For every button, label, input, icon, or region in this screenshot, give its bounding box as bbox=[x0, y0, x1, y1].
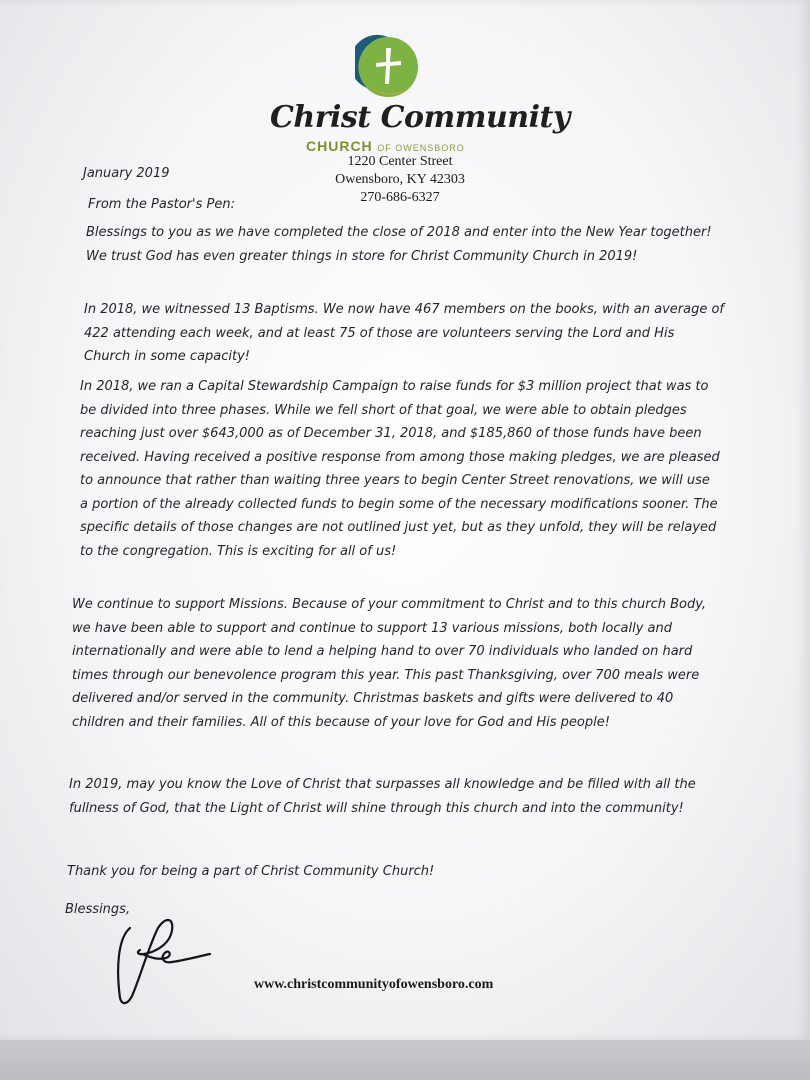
church-name: Christ Community bbox=[270, 100, 570, 135]
church-subtitle bbox=[306, 138, 506, 154]
table-surface bbox=[0, 1040, 810, 1080]
paragraph-new-year: Blessings to you as we have completed the close of 2018 and enter into the New Year together! We trust God has even greater things in store for Christ Community Church in 2019! bbox=[86, 225, 712, 264]
paragraph-missions: We continue to support Missions. Because of your commitment to Christ and to this church Body, we have been able to support and continue to support 13 various missions, both locally and internationally and were able to lend a helping hand to over 70 individuals who landed on hard times through our benevolence program this year. This past Thanksgiving, over 700 meals were delivered and/or served in the community. Christmas baskets and gifts were delivered to 40 children and their families. All of this because of your love for God and His people! bbox=[72, 597, 707, 730]
address-street: 1220 Center Street bbox=[347, 154, 453, 169]
letter-signoff: Blessings, bbox=[65, 902, 131, 917]
handwritten-signature-icon bbox=[108, 908, 213, 1008]
paragraph-baptisms: In 2018, we witnessed 13 Baptisms. We now have 467 members on the books, with an average of 422 attending each week, and at least 75 of those are volunteers serving the Lord and His Church in some capacity! bbox=[84, 302, 725, 364]
paragraph-thanks: Thank you for being a part of Christ Community Church! bbox=[67, 864, 435, 879]
cross-circle-logo-icon bbox=[355, 34, 421, 100]
paragraph-stewardship: In 2018, we ran a Capital Stewardship Campaign to raise funds for $3 million project that was to be divided into three phases. While we fell short of that goal, we were able to obtain pledges reaching just over $643,000 as of December 31, 2018, and $185,860 of those funds have been received. Having received a positive response from among those making pledges, we are pleased to announce that rather than waiting three years to begin Center Street renovations, we will use a portion of the already collected funds to begin some of the necessary modifications sooner. The specific details of those changes are not outlined just yet, but as they unfold, they will be relayed to the congregation. This is exciting for all of us! bbox=[80, 379, 720, 559]
phone-number: 270-686-6327 bbox=[360, 190, 440, 205]
paragraph-blessing: In 2019, may you know the Love of Christ that surpasses all knowledge and be filled with all the fullness of God, that the Light of Christ will shine through this church and into the community! bbox=[69, 777, 696, 816]
letter-greeting: From the Pastor's Pen: bbox=[88, 197, 235, 212]
church-suffix: OF OWENSBORO bbox=[377, 143, 465, 153]
website-url: www.christcommunityofowensboro.com bbox=[254, 977, 494, 992]
letter-date: January 2019 bbox=[83, 166, 170, 181]
address-city: Owensboro, KY 42303 bbox=[335, 172, 465, 187]
church-address bbox=[300, 153, 500, 207]
church-word: CHURCH bbox=[306, 138, 373, 154]
